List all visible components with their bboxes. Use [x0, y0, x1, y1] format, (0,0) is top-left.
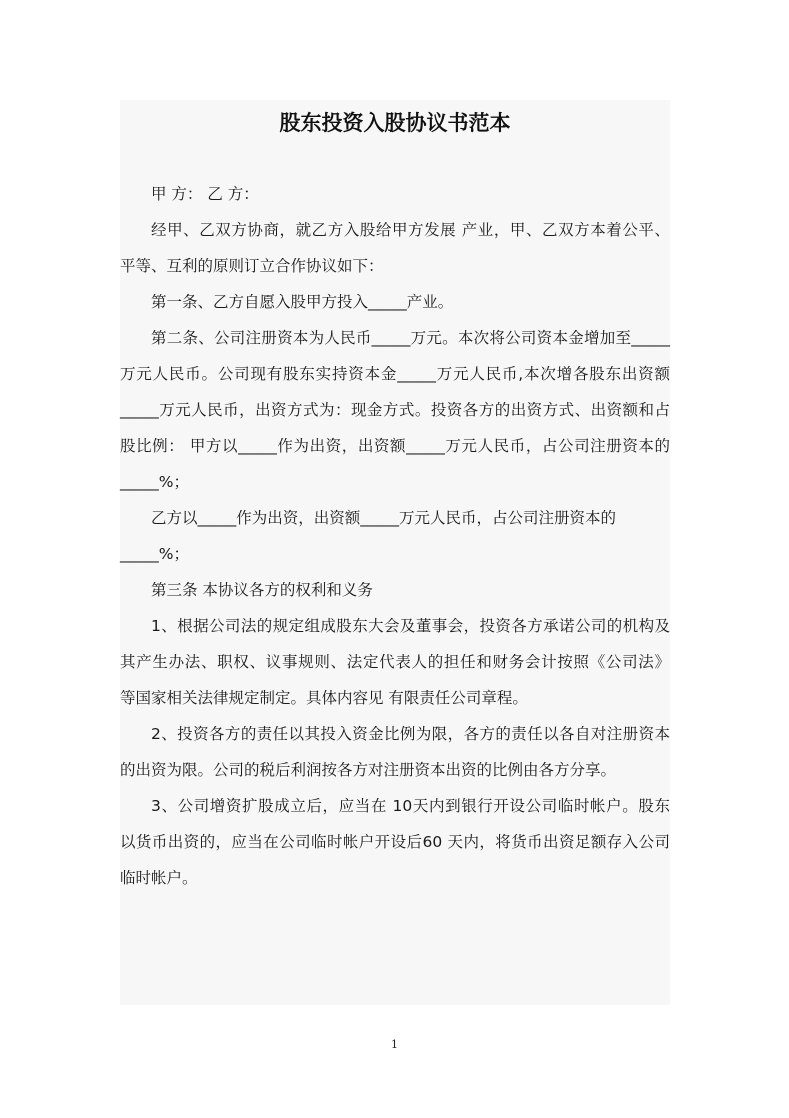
document-title: 股东投资入股协议书范本	[279, 110, 511, 135]
article-3-heading: 第三条 本协议各方的权利和义务	[151, 581, 373, 599]
clause-2-line: 2、投资各方的责任以其投入资金比例为限，各方的责任以各自对注册资本	[151, 725, 670, 743]
page-number: 1	[391, 1038, 398, 1051]
body-line: _____%；	[120, 473, 189, 491]
body-line: 平等、互利的原则订立合作协议如下：	[120, 257, 384, 275]
article-1-line: 第一条、乙方自愿入股甲方投入_____产业。	[151, 293, 454, 311]
body-line: 以货币出资的，应当在公司临时帐户开设后60 天内，将货币出资足额存入公司	[120, 833, 670, 851]
body-line: 万元人民币。公司现有股东实持资本金_____万元人民币,本次增各股东出资额	[120, 365, 670, 383]
body-line: 的出资为限。公司的税后利润按各方对注册资本出资的比例由各方分享。	[120, 761, 617, 779]
body-line: _____%；	[120, 545, 189, 563]
document-body	[120, 176, 670, 896]
body-line: _____万元人民币，出资方式为：现金方式。投资各方的出资方式、出资额和占	[120, 401, 670, 419]
clause-1-line: 1、根据公司法的规定组成股东大会及董事会，投资各方承诺公司的机构及	[151, 617, 670, 635]
article-2-line: 第二条、公司注册资本为人民币_____万元。本次将公司资本金增加至_____	[151, 329, 670, 347]
body-line: 临时帐户。	[120, 869, 198, 887]
body-line: 等国家相关法律规定制定。具体内容见 有限责任公司章程。	[120, 689, 528, 707]
party-line: 甲 方： 乙 方：	[151, 185, 259, 203]
body-line: 股比例： 甲方以_____作为出资，出资额_____万元人民币，占公司注册资本的	[120, 437, 670, 455]
clause-3-line: 3、公司增资扩股成立后，应当在 10天内到银行开设公司临时帐户。股东	[151, 797, 670, 815]
document-page	[120, 100, 670, 1005]
party-b-contribution-line: 乙方以_____作为出资，出资额_____万元人民币，占公司注册资本的	[151, 509, 617, 527]
body-line: 其产生办法、职权、议事规则、法定代表人的担任和财务会计按照《公司法》	[120, 653, 670, 671]
body-line: 经甲、乙双方协商，就乙方入股给甲方发展 产业，甲、乙双方本着公平、	[151, 221, 670, 239]
